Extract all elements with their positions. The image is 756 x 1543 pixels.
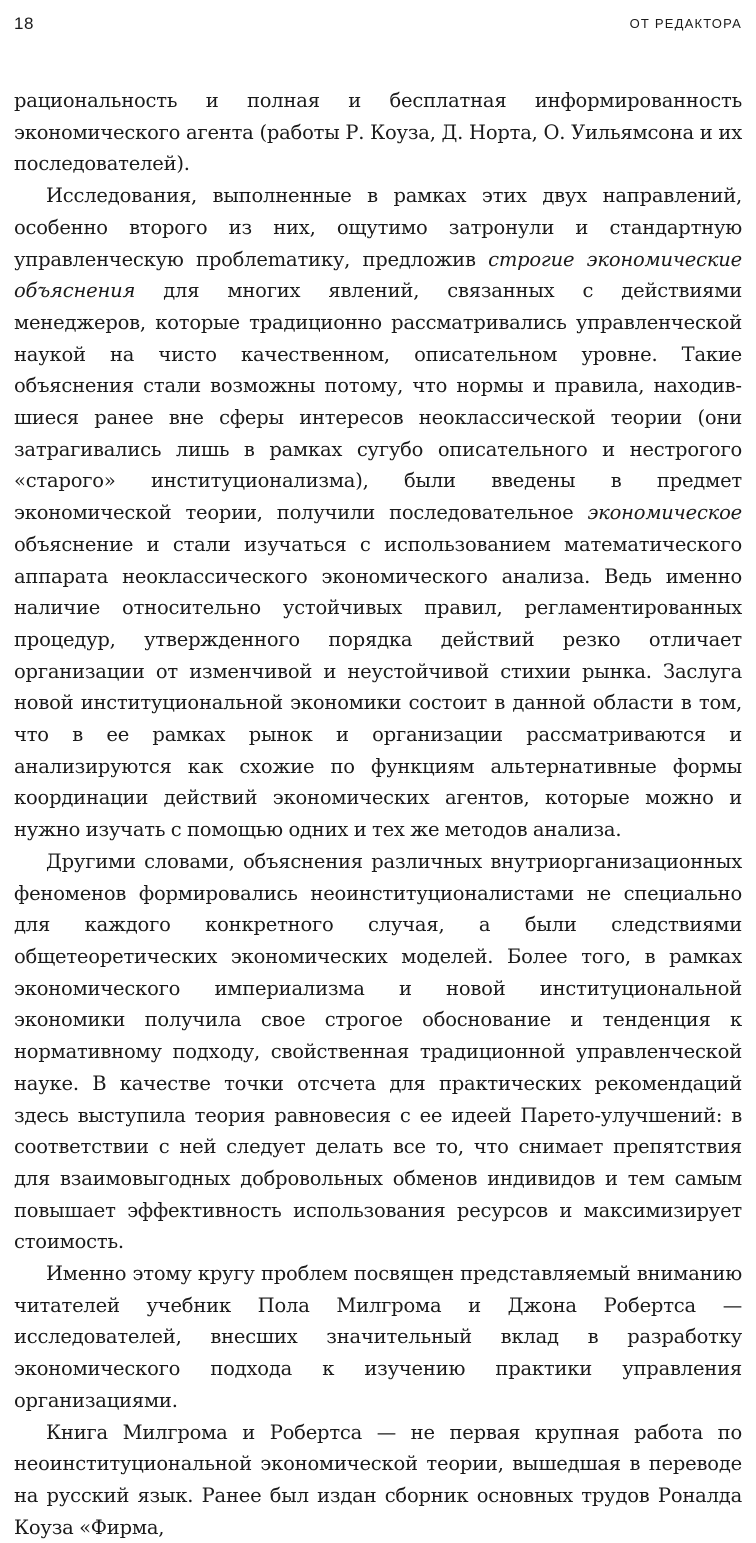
text-segment: Другими словами, объяснения различных внутриорганизационных феноменов формировались неоинституционалистами не специально для каждого конкретного случая, а были следствиями общетеоретических экономических моделей. Более того, в рамках экономического империализма и новой институциональной экономики получила свое строгое обоснование и тенденция к нормативному подходу, свойственная традиционной управленческой науке. В качестве точки отсчета для практических рекомендаций здесь выступила теория равновесия с ее идеей Парето-улучшений: в соответствии с ней следует делать все то, что снимает препятствия для взаимовыгодных добровольных обменов индивидов и тем самым повышает эффективность использования ресурсов и максимизирует стоимость.: [14, 849, 742, 1254]
text-segment: Книга Милгрома и Робертса — не первая крупная работа по неоинституциональной экономической теории, вышедшая в переводе на русский язык. Ранее был издан сборник основных трудов Роналда Коуза «Фирма,: [14, 1420, 742, 1539]
emphasis-text: строгие экономические объяснения: [14, 247, 742, 303]
page-number: 18: [14, 14, 34, 33]
text-segment: рациональность и полная и бесплатная информированность экономического агента (работы Р. Коуза, Д. Норта, О. Уильямсона и их последователей).: [14, 89, 742, 176]
paragraph: [14, 1258, 742, 1417]
paragraph: [14, 1417, 742, 1543]
running-head: ОТ РЕДАКТОРА: [629, 16, 742, 31]
text-segment: объяснение и стали изучаться с использованием математического аппарата неоклассического экономического анализа. Ведь именно наличие относительно устойчивых правил, регламентированных процедур, утвержденного порядка действий резко отличает организации от изменчивой и неустойчивой стихии рынка. Заслуга новой институциональной экономики состоит в данной области в том, что в ее рамках рынок и организации рассматриваются и анализируются как схожие по функциям альтернативные формы координации действий экономических агентов, которые можно и нужно изучать с помощью одних и тех же методов анализа.: [14, 532, 742, 842]
body-text: [14, 85, 742, 1543]
paragraph: [14, 85, 742, 180]
text-segment: для многих явлений, связанных с действиями менеджеров, которые традиционно рассматривались управленческой наукой на чисто качественном, описательном уровне. Такие объяснения стали возможны потому, что нормы и правила, находившиеся ранее вне сферы интересов неоклассической теории (они затрагивались лишь в рамках сугубо описательного и нестрогого «старого» институционализма), были введены в предмет экономической теории, получили последовательное: [14, 279, 742, 525]
emphasis-text: экономическое: [587, 501, 742, 525]
text-segment: Именно этому кругу проблем посвящен представляемый вниманию читателей учебник Пола Милгрома и Джона Робертса — исследователей, внесших значительный вклад в разработку экономического подхода к изучению практики управления организациями.: [14, 1262, 742, 1412]
page-header: [14, 14, 742, 40]
paragraph: [14, 846, 742, 1258]
text-segment: Исследования, выполненные в рамках этих двух направлений, особенно второго из них, ощутимо затронули и стандартную управленческую проблеmатику, предложив: [14, 184, 742, 271]
paragraph: [14, 180, 742, 846]
